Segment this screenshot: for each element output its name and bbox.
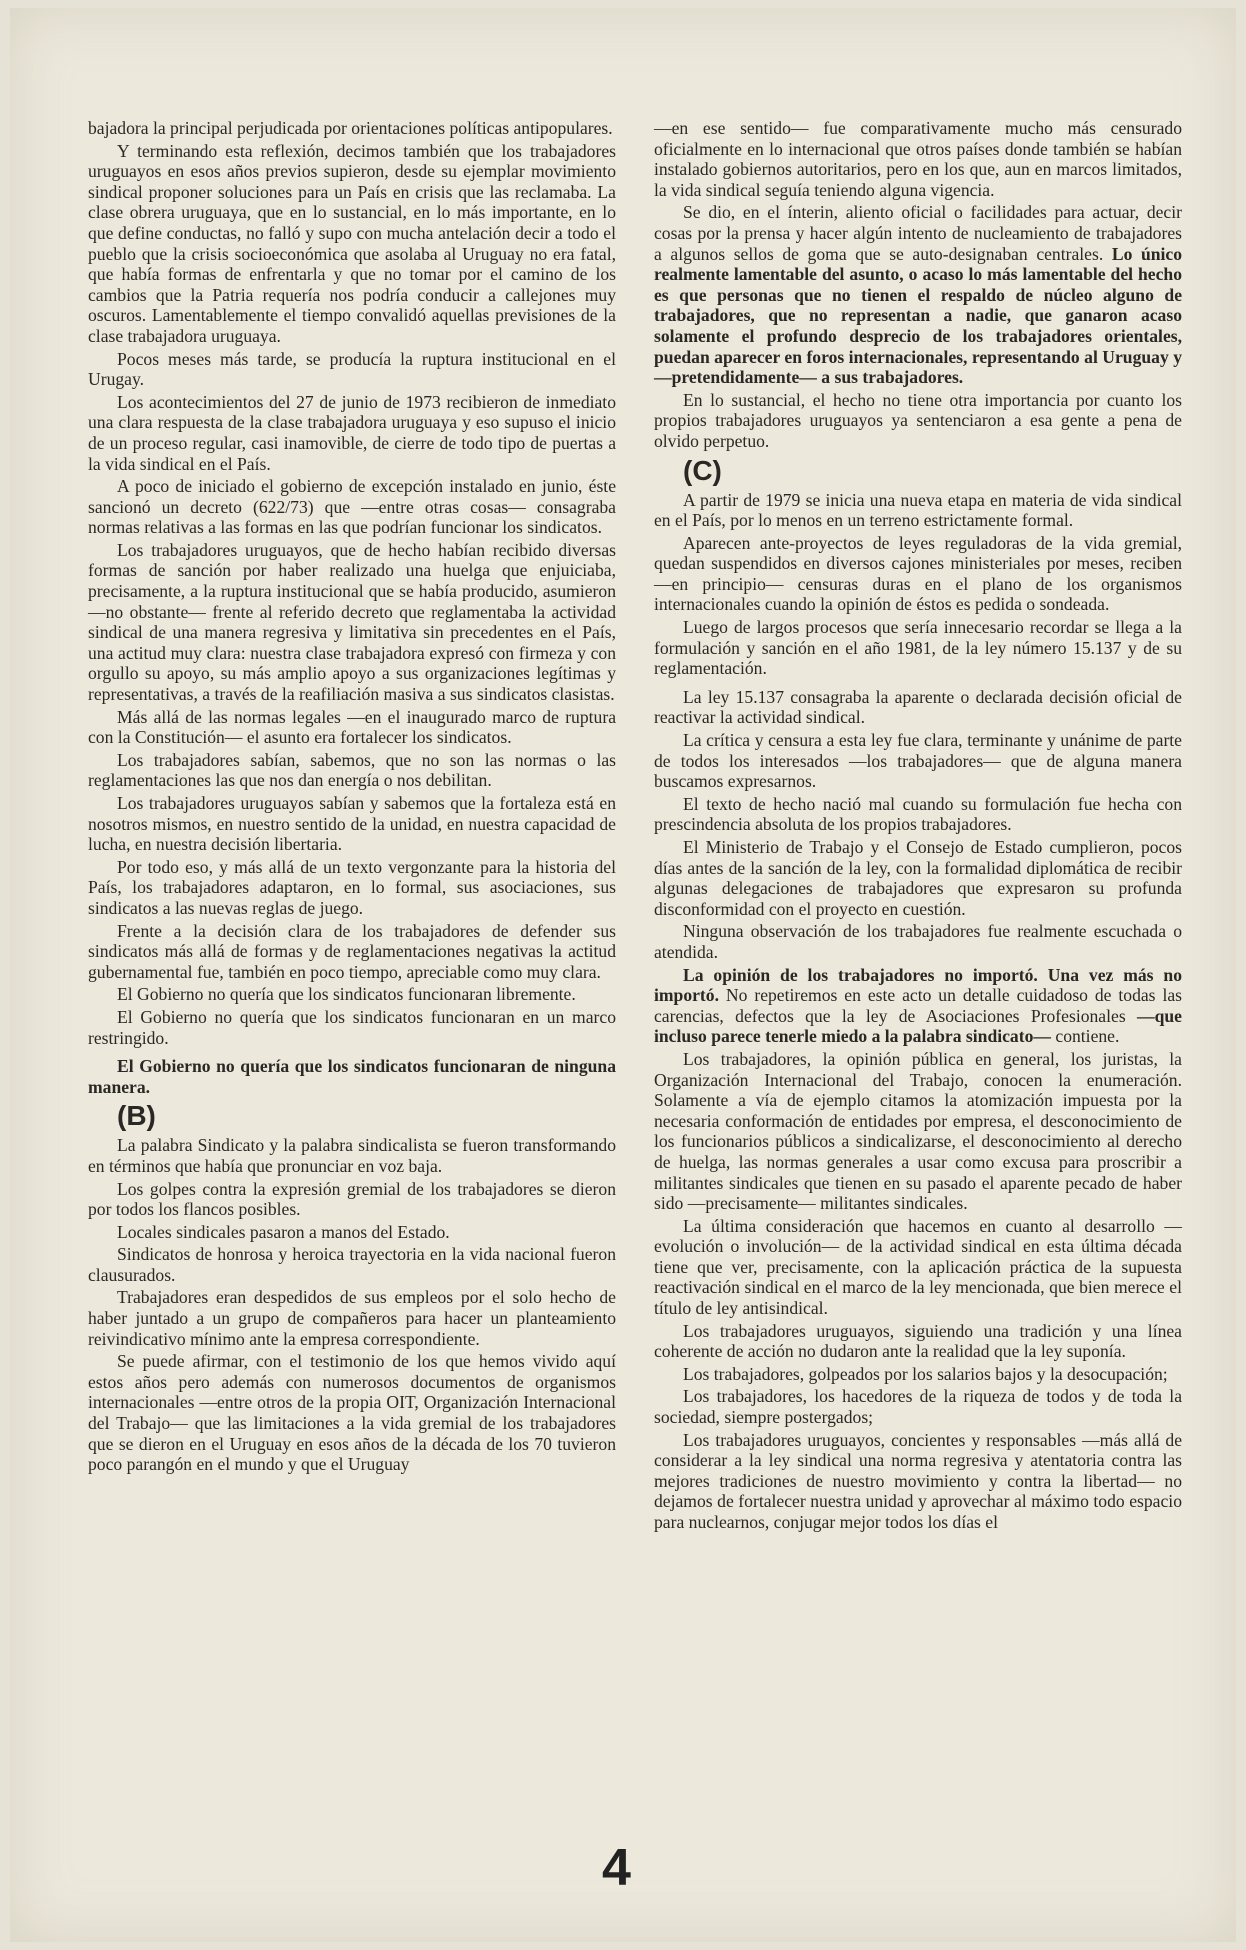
bold-text: La opinión de los trabajadores no importó. Una vez más no importó. — [654, 964, 1182, 1006]
paragraph: Los trabajadores uruguayos sabían y sabemos que la fortaleza está en nosotros mismos, en nuestro sentido de la unidad, en nuestra capacidad de lucha, en nuestra decisión libertaria. — [88, 793, 616, 855]
paragraph: El texto de hecho nació mal cuando su formulación fue hecha con prescindencia absoluta de los propios trabajadores. — [654, 793, 1182, 835]
paragraph: Los trabajadores, los hacedores de la riqueza de todos y de toda la sociedad, siempre postergados; — [654, 1386, 1182, 1428]
right-column — [654, 118, 1182, 1535]
paragraph: Los golpes contra la expresión gremial de los trabajadores se dieron por todos los flancos posibles. — [88, 1178, 616, 1220]
paragraph: Los trabajadores, golpeados por los salarios bajos y la desocupación; — [683, 1363, 1168, 1384]
paragraph — [654, 202, 1182, 387]
paragraph: En lo sustancial, el hecho no tiene otra importancia por cuanto los propios trabajadores uruguayos ya sentenciaron a esa gente a pena de olvido perpetuo. — [654, 389, 1182, 451]
paragraph-bold — [88, 1056, 616, 1097]
bold-text: —que incluso parece tenerle miedo a la palabra sindicato— — [654, 1005, 1182, 1047]
plain-text: contiene. — [1055, 1026, 1120, 1047]
plain-text: Se dio, en el ínterin, aliento oficial o facilidades para actuar, decir cosas por la prensa y hacer algún intento de nucleamiento de trabajadores a algunos sellos de goma que se auto-designaban centrales. — [654, 202, 1182, 264]
paragraph: bajadora la principal perjudicada por orientaciones políticas antipopulares. — [88, 118, 613, 138]
paragraph: La última consideración que hacemos en cuanto al desarrollo —evolución o involución— de la actividad sindical en esta última década tiene que ver, precisamente, con la aplicación práctica de la supuesta reactivación sindical en el marco de la ley mencionada, que bien merece el título de ley antisindical. — [654, 1215, 1182, 1319]
paragraph: Sindicatos de honrosa y heroica trayectoria en la vida nacional fueron clausurados. — [88, 1244, 616, 1285]
section-heading-c: (C) — [683, 454, 722, 486]
paragraph: El Gobierno no quería que los sindicatos funcionaran en un marco restringido. — [88, 1006, 616, 1048]
paragraph: Se puede afirmar, con el testimonio de los que hemos vivido aquí estos años pero además con numerosos documentos de organismos internacionales —entre otros de la propia OIT, Organización Internacional del Trabajo— que las limitaciones a la vida gremial de los trabajadores que se dieron en el Uruguay en esos años de la década de los 70 tuvieron poco parangón en el mundo y que el Uruguay — [88, 1351, 616, 1475]
paragraph: Pocos meses más tarde, se producía la ruptura institucional en el Urugay. — [88, 348, 616, 390]
page-number: 4 — [602, 1839, 631, 1897]
paragraph: Los trabajadores sabían, sabemos, que no son las normas o las reglamentaciones las que nos dan energía o nos debilitan. — [88, 749, 616, 791]
paragraph: Frente a la decisión clara de los trabajadores de defender sus sindicatos más allá de formas y de reglamentaciones negativas la actitud gubernamental fue, también en poco tiempo, apreciable como muy clara. — [88, 920, 616, 982]
paragraph: Ninguna observación de los trabajadores fue realmente escuchada o atendida. — [654, 921, 1182, 962]
paragraph: Y terminando esta reflexión, decimos también que los trabajadores uruguayos en esos años previos supieron, desde su ejemplar movimiento sindical proponer soluciones para un País en crisis que las reclamaba. La clase obrera uruguaya, que en lo sustancial, en lo más importante, en lo que define conductas, no falló y supo con mucha antelación decir a todo el pueblo que la crisis socioeconómica que asolaba al Uruguay no era fatal, que había formas de enfrentarla y que no tomar por el camino de los cambios que la Patria requería nos podría conducir a callejones muy oscuros. Lamentablemente el tiempo convalidó aquellas previsiones de la clase trabajadora uruguaya. — [88, 140, 616, 346]
paragraph: Por todo eso, y más allá de un texto vergonzante para la historia del País, los trabajadores adaptaron, en lo formal, sus asociaciones, sus sindicatos a las nuevas reglas de juego. — [88, 856, 616, 918]
bold-text: Lo único realmente lamentable del asunto, o acaso lo más lamentable del hecho es que personas que no tienen el respaldo de núcleo alguno de trabajadores, que no representan a nadie, que ganaron acaso solamente el profundo desprecio de los trabajadores orientales, puedan aparecer en foros internacionales, representando al Uruguay y —pretendidamente— a sus trabajadores. — [654, 243, 1183, 388]
paragraph: Aparecen ante-proyectos de leyes reguladoras de la vida gremial, quedan suspendidos en diversos cajones ministeriales por meses, reciben —en principio— censuras duras en el plano de los organismos internacionales cuando la opinión de éstos es pedida o sondeada. — [654, 532, 1182, 615]
paragraph: Los trabajadores, la opinión pública en general, los juristas, la Organización Internacional del Trabajo, conocen la enumeración. Solamente a vía de ejemplo citamos la atomización impuesta por la necesaria conformación de entidades por empresa, el desconocimiento de los funcionarios públicos a sindicalizarse, el desconocimiento al derecho de huelga, las normas generales a usar como excusa para proscribir a militantes sindicales que tienen en su pasado el aparente pecado de haber sido —precisamente— militantes sindicales. — [654, 1048, 1182, 1214]
paragraph: A partir de 1979 se inicia una nueva etapa en materia de vida sindical en el País, por lo menos en un terreno estrictamente formal. — [654, 489, 1182, 531]
paragraph: Los trabajadores uruguayos, siguiendo una tradición y una línea coherente de acción no dudaron ante la realidad que la ley suponía. — [654, 1320, 1182, 1362]
paragraph: La palabra Sindicato y la palabra sindicalista se fueron transformando en términos que había que pronunciar en voz baja. — [88, 1135, 616, 1176]
paragraph: Los acontecimientos del 27 de junio de 1973 recibieron de inmediato una clara respuesta de la clase trabajadora uruguaya y eso supuso el inicio de un proceso regular, casi inamovible, de cierre de todo tipo de puertas a la vida sindical en el País. — [88, 391, 616, 474]
paragraph: —en ese sentido— fue comparativamente mucho más censurado oficialmente en lo internacional que otros países donde también se habían instalado gobiernos autoritarios, pero en los que, aun en marcos limitados, la vida sindical seguía teniendo alguna vigencia. — [654, 118, 1182, 200]
paragraph: Trabajadores eran despedidos de sus empleos por el solo hecho de haber juntado a un grupo de compañeros para hacer un planteamiento reivindicativo mínimo ante la empresa correspondiente. — [88, 1287, 616, 1349]
paragraph: Locales sindicales pasaron a manos del Estado. — [117, 1221, 450, 1242]
paragraph: El Gobierno no quería que los sindicatos funcionaran libremente. — [117, 984, 576, 1005]
bold-text: El Gobierno no quería que los sindicatos funcionaran de ninguna manera. — [88, 1056, 616, 1097]
left-column — [88, 118, 616, 1477]
paragraph: El Ministerio de Trabajo y el Consejo de Estado cumplieron, pocos días antes de la sanción de la ley, con la formalidad diplomática de recibir algunas delegaciones de trabajadores que expresaron su profunda disconformidad con el proyecto en cuestión. — [654, 837, 1182, 919]
paragraph: La crítica y censura a esta ley fue clara, terminante y unánime de parte de todos los interesados —los trabajadores— que de alguna manera buscamos expresarnos. — [654, 730, 1182, 792]
section-heading-b: (B) — [117, 1100, 156, 1132]
plain-text: No repetiremos en este acto un detalle cuidadoso de todas las carencias, defectos que la ley de Asociaciones Profesionales — [654, 985, 1182, 1026]
paragraph: Más allá de las normas legales —en el inaugurado marco de ruptura con la Constitución— el asunto era fortalecer los sindicatos. — [88, 706, 616, 748]
paragraph: Los trabajadores uruguayos, que de hecho habían recibido diversas formas de sanción por haber realizado una huelga que enjuiciaba, precisamente, a la ruptura institucional que se había producido, asumieron —no obstante— frente al referido decreto que reglamentaba la actividad sindical de una manera regresiva y limitativa sin precedentes en el País, una actitud muy clara: nuestra clase trabajadora expresó con firmeza y con orgullo su apoyo, su más amplio apoyo a sus organizaciones legítimas y representativas, a través de la reafiliación masiva a sus sindicatos clasistas. — [88, 539, 616, 705]
document-page — [10, 8, 1236, 1942]
paragraph: Luego de largos procesos que sería innecesario recordar se llega a la formulación y sanción en el año 1981, de la ley número 15.137 y de su reglamentación. — [654, 617, 1182, 679]
paragraph: A poco de iniciado el gobierno de excepción instalado en junio, éste sancionó un decreto (622/73) que —entre otras cosas— consagraba normas relativas a las formas en las que podrían funcionar los sindicatos. — [88, 476, 616, 538]
paragraph: Los trabajadores uruguayos, concientes y responsables —más allá de considerar a la ley sindical una norma regresiva y atentatoria contra las mejores tradiciones de nuestro movimiento y contra la libertad— no dejamos de fortalecer nuestra unidad y aprovechar al máximo todo espacio para nuclearnos, conjugar mejor todos los días el — [654, 1429, 1182, 1532]
paragraph: La ley 15.137 consagraba la aparente o declarada decisión oficial de reactivar la actividad sindical. — [654, 686, 1182, 728]
paragraph — [654, 965, 1182, 1047]
